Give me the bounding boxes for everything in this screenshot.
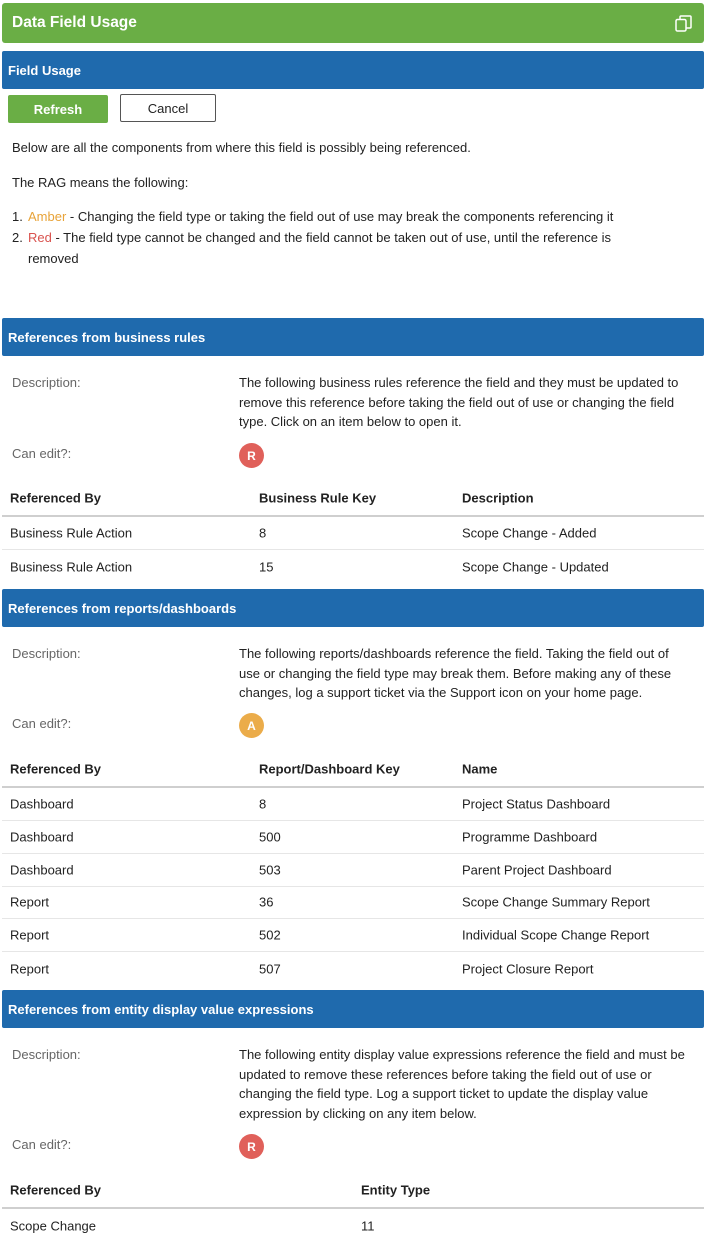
cancel-button[interactable]: Cancel <box>120 94 216 122</box>
business-rules-header <box>2 318 704 356</box>
table-row[interactable]: Dashboard 500 Programme Dashboard <box>2 821 704 854</box>
field-usage-title: Field Usage <box>8 62 81 78</box>
reports-description-label: Description: <box>12 646 81 661</box>
column-header: Report/Dashboard Key <box>259 761 400 777</box>
column-header: Referenced By <box>10 1182 102 1198</box>
table-row[interactable]: Business Rule Action 8 Scope Change - Added <box>2 517 704 550</box>
reports-table-header <box>2 752 704 788</box>
rag-legend-list <box>12 206 622 269</box>
table-row[interactable]: Dashboard 8 Project Status Dashboard <box>2 788 704 821</box>
column-header: Entity Type <box>361 1182 431 1198</box>
column-header: Business Rule Key <box>259 490 377 506</box>
table-row[interactable]: Report 507 Project Closure Report <box>10 961 594 976</box>
business-rules-table-header <box>2 481 704 517</box>
entity-display-table-header <box>2 1173 704 1209</box>
table-row[interactable]: Scope Change 11 <box>10 1218 375 1233</box>
reports-dashboards-header <box>2 589 704 627</box>
rag-item-amber: 1. Amber - Changing the field type or taking the field out of use may break the components referencing it <box>12 209 614 224</box>
red-label: Red <box>28 230 52 245</box>
entity-display-title: References from entity display value expressions <box>8 1001 314 1017</box>
table-row[interactable]: Dashboard 503 Parent Project Dashboard <box>2 854 704 887</box>
entity-display-rag-badge: R <box>239 1134 264 1159</box>
entity-display-description: The following entity display value expressions reference the field and must be updated to remove these references before taking the field out of use or changing the field type. Log a support ticket to update the display value expression by clicking on any item below. <box>239 1047 685 1121</box>
window-title: Data Field Usage <box>12 14 137 31</box>
entity-display-description-label: Description: <box>12 1047 81 1062</box>
reports-description: The following reports/dashboards reference the field. Taking the field out of use or changing the field type may break them. Before making any of these changes, log a support ticket via the Support icon on your home page. <box>239 646 672 700</box>
rag-item-red: 2. Red - The field type cannot be changed and the field cannot be taken out of use, until the reference is removed <box>12 230 611 266</box>
business-rules-description: The following business rules reference the field and they must be updated to remove this reference before taking the field out of use or changing the field type. Click on an item below to open it. <box>239 375 679 429</box>
column-header: Referenced By <box>10 490 102 506</box>
column-header: Referenced By <box>10 761 102 777</box>
column-header: Description <box>462 490 534 506</box>
reports-can-edit-label: Can edit?: <box>12 716 72 731</box>
window-title-bar <box>2 3 704 43</box>
entity-display-can-edit-label: Can edit?: <box>12 1137 72 1152</box>
entity-display-header <box>2 990 704 1028</box>
reports-dashboards-title: References from reports/dashboards <box>8 600 237 616</box>
table-row[interactable]: Report 36 Scope Change Summary Report <box>2 886 704 919</box>
business-rules-title: References from business rules <box>8 329 206 345</box>
rag-intro-text: The RAG means the following: <box>12 175 189 190</box>
table-row[interactable]: Report 502 Individual Scope Change Report <box>2 919 704 952</box>
table-row[interactable]: Business Rule Action 15 Scope Change - Updated <box>10 559 609 574</box>
intro-text: Below are all the components from where this field is possibly being referenced. <box>12 140 471 155</box>
refresh-button[interactable]: Refresh <box>8 95 108 123</box>
amber-label: Amber <box>28 209 67 224</box>
reports-rag-badge: A <box>239 713 264 738</box>
business-rules-can-edit-label: Can edit?: <box>12 446 72 461</box>
business-rules-description-label: Description: <box>12 375 81 390</box>
field-usage-header <box>2 51 704 89</box>
copy-icon[interactable] <box>675 15 692 32</box>
business-rules-rag-badge: R <box>239 443 264 468</box>
column-header: Name <box>462 761 498 777</box>
